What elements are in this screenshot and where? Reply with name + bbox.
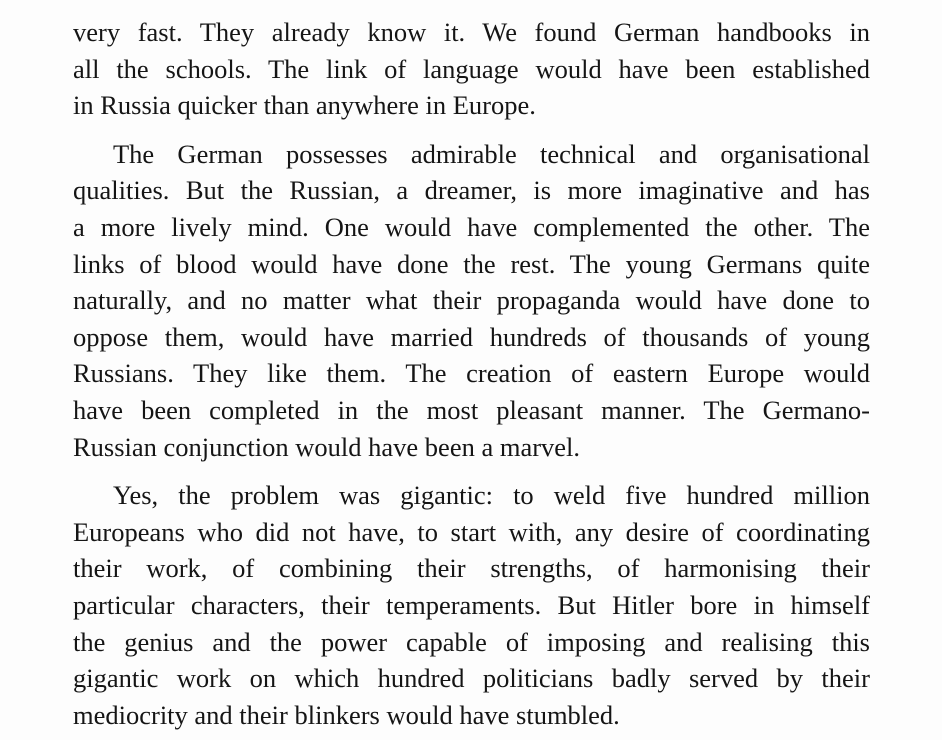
text-line: their work, of combining their strengths, of harmonising their	[73, 553, 870, 584]
text-line: have been completed in the most pleasant manner. The Germano-	[73, 394, 870, 425]
text-line: in Russia quicker than anywhere in Europe.	[73, 90, 536, 121]
text-line: Yes, the problem was gigantic: to weld five hundred million	[113, 480, 870, 511]
text-line: qualities. But the Russian, a dreamer, is more imaginative and has	[73, 175, 870, 206]
text-line: naturally, and no matter what their propaganda would have done to	[73, 285, 870, 316]
text-line: all the schools. The link of language would have been established	[73, 53, 870, 84]
paragraph-spacer	[73, 465, 870, 477]
text-line: Russian conjunction would have been a marvel.	[73, 431, 581, 462]
paragraph-1	[73, 14, 870, 124]
body-text	[73, 14, 870, 733]
text-line: gigantic work on which hundred politicians badly served by their	[73, 663, 870, 694]
text-line: the genius and the power capable of imposing and realising this	[73, 626, 870, 657]
text-line: Europeans who did not have, to start with, any desire of coordinating	[73, 516, 870, 547]
text-line: mediocrity and their blinkers would have stumbled.	[73, 699, 620, 730]
text-line: links of blood would have done the rest. The young Germans quite	[73, 248, 870, 279]
text-line: a more lively mind. One would have complemented the other. The	[73, 211, 870, 242]
text-line: The German possesses admirable technical and organisational	[113, 138, 870, 169]
paragraph-3	[73, 477, 870, 733]
text-line: Russians. They like them. The creation of eastern Europe would	[73, 358, 870, 389]
text-line: very fast. They already know it. We found German handbooks in	[73, 17, 870, 47]
paragraph-2	[73, 136, 870, 465]
text-line: particular characters, their temperaments. But Hitler bore in himself	[73, 589, 870, 620]
text-line: oppose them, would have married hundreds of thousands of young	[73, 321, 870, 352]
paragraph-spacer	[73, 124, 870, 136]
